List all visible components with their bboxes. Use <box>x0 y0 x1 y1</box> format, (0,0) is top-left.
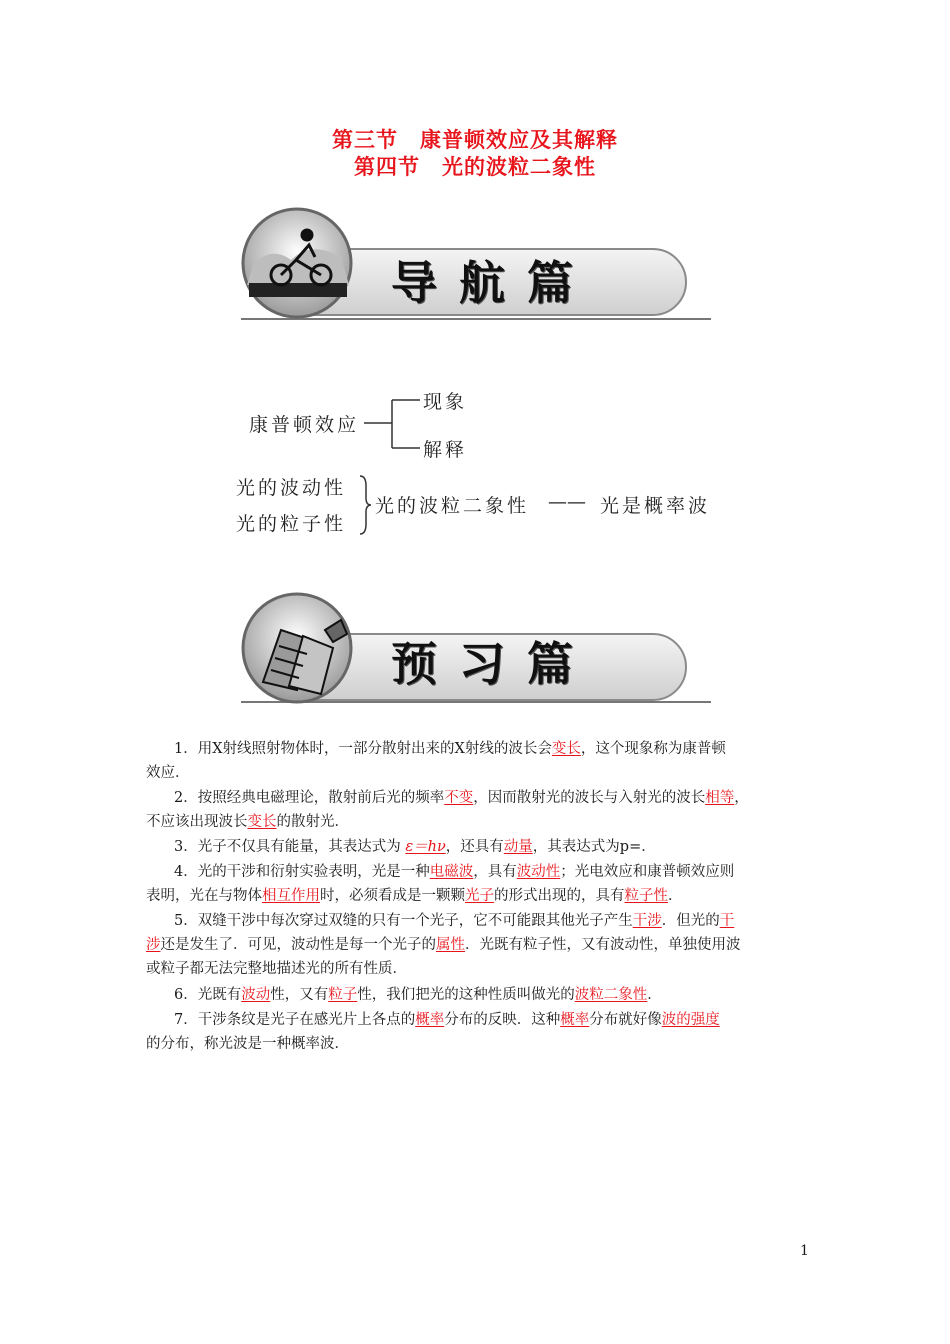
answer-blank: 粒子 <box>328 987 358 1003</box>
item-2-text: 的散射光． <box>276 814 349 830</box>
answer-blank: 粒子性 <box>624 888 668 904</box>
item-2-text: 不应该出现波长 <box>146 814 248 830</box>
item-4 <box>146 860 810 908</box>
item-6-text: 6．光既有 <box>174 987 242 1003</box>
item-6-text: 性，又有 <box>270 987 329 1003</box>
item-4-text: 时，必须看成是一颗颗 <box>320 888 465 904</box>
answer-blank: ε＝hν <box>405 839 446 855</box>
diagram-duality: 光的波粒二象性 <box>375 495 530 517</box>
item-7-text: 7．干涉条纹是光子在感光片上各点的 <box>174 1012 416 1028</box>
answer-blank: 波粒二象性 <box>574 987 648 1003</box>
answer-blank: 属性 <box>436 937 465 953</box>
answer-blank: 变长 <box>247 814 277 830</box>
nav-banner-label: 导航篇 <box>391 256 595 310</box>
diagram-particle-nature: 光的粒子性 <box>236 513 347 535</box>
answer-blank: 波的强度 <box>661 1012 720 1028</box>
section-title-4: 第四节 光的波粒二象性 <box>354 155 596 179</box>
diagram-branch-explanation: 解释 <box>423 439 468 461</box>
item-3-text: ，其表达式为p=． <box>532 839 656 855</box>
item-1-text: ，这个现象称为康普顿 <box>580 741 726 757</box>
diagram-probability-wave: 光是概率波 <box>600 495 711 517</box>
item-5-text: 或粒子都无法完整地描述光的所有性质． <box>146 961 407 977</box>
item-4-text: 4．光的干涉和衍射实验表明，光是一种 <box>174 864 430 880</box>
item-7-text: 分布的反映．这种 <box>444 1012 561 1028</box>
item-1-text: 效应． <box>146 765 190 781</box>
item-5-text: 还是发生了．可见，波动性是每一个光子的 <box>160 937 436 953</box>
section-title-3: 第三节 康普顿效应及其解释 <box>332 128 618 152</box>
item-3 <box>146 835 810 859</box>
answer-blank: 波动 <box>241 987 271 1003</box>
answer-blank: 不变 <box>444 790 474 806</box>
item-7 <box>146 1008 810 1056</box>
item-2-text: ， <box>734 790 749 806</box>
item-4-text: ． <box>668 888 683 904</box>
item-6 <box>146 983 810 1007</box>
answer-blank: 电磁波 <box>429 864 474 880</box>
item-7-text: 的分布，称光波是一种概率波． <box>146 1036 349 1052</box>
item-6-text: 性，我们把光的这种性质叫做光的 <box>357 987 575 1003</box>
answer-blank: 相等 <box>705 790 735 806</box>
diagram-bracket <box>364 392 424 456</box>
diagram-curly-brace <box>358 474 372 536</box>
item-1-text: 1．用X射线照射物体时，一部分散射出来的X射线的波长会 <box>174 741 552 757</box>
answer-blank: 变长 <box>551 741 581 757</box>
item-1 <box>146 737 810 785</box>
item-3-text: ，还具有 <box>445 839 504 855</box>
item-6-text: ． <box>647 987 662 1003</box>
nav-banner <box>241 205 711 325</box>
item-2-text: 2．按照经典电磁理论，散射前后光的频率 <box>174 790 445 806</box>
item-4-text: 的形式出现的，具有 <box>494 888 625 904</box>
diagram-wave-nature: 光的波动性 <box>236 477 347 499</box>
answer-blank: 涉 <box>146 937 161 953</box>
preview-banner <box>241 590 711 710</box>
item-4-text: ，具有 <box>473 864 517 880</box>
preview-banner-label: 预习篇 <box>391 637 595 691</box>
item-5-text: ．光既有粒子性，又有波动性，单独使用波 <box>465 937 741 953</box>
answer-blank: 概率 <box>560 1012 590 1028</box>
diagram-dash: —— <box>548 491 586 513</box>
item-7-text: 分布就好像 <box>589 1012 662 1028</box>
item-2-text: ，因而散射光的波长与入射光的波长 <box>473 790 706 806</box>
item-4-text: ；光电效应和康普顿效应则 <box>560 864 735 880</box>
answer-blank: 干 <box>719 913 735 929</box>
answer-blank: 干涉 <box>632 913 662 929</box>
item-2 <box>146 786 810 834</box>
answer-blank: 波动性 <box>516 864 561 880</box>
item-5-text: ．但光的 <box>661 913 720 929</box>
item-4-text: 表明，光在与物体 <box>146 888 262 904</box>
answer-blank: 光子 <box>465 888 494 904</box>
diagram-root: 康普顿效应 <box>249 414 360 436</box>
page-number: 1 <box>800 1243 809 1259</box>
diagram-branch-phenomenon: 现象 <box>423 391 468 413</box>
item-3-text: 3．光子不仅具有能量，其表达式为 <box>174 839 401 855</box>
answer-blank: 概率 <box>415 1012 445 1028</box>
answer-blank: 相互作用 <box>262 888 320 904</box>
item-5-text: 5．双缝干涉中每次穿过双缝的只有一个光子，它不可能跟其他光子产生 <box>174 913 633 929</box>
answer-blank: 动量 <box>503 839 533 855</box>
item-5 <box>146 909 810 981</box>
